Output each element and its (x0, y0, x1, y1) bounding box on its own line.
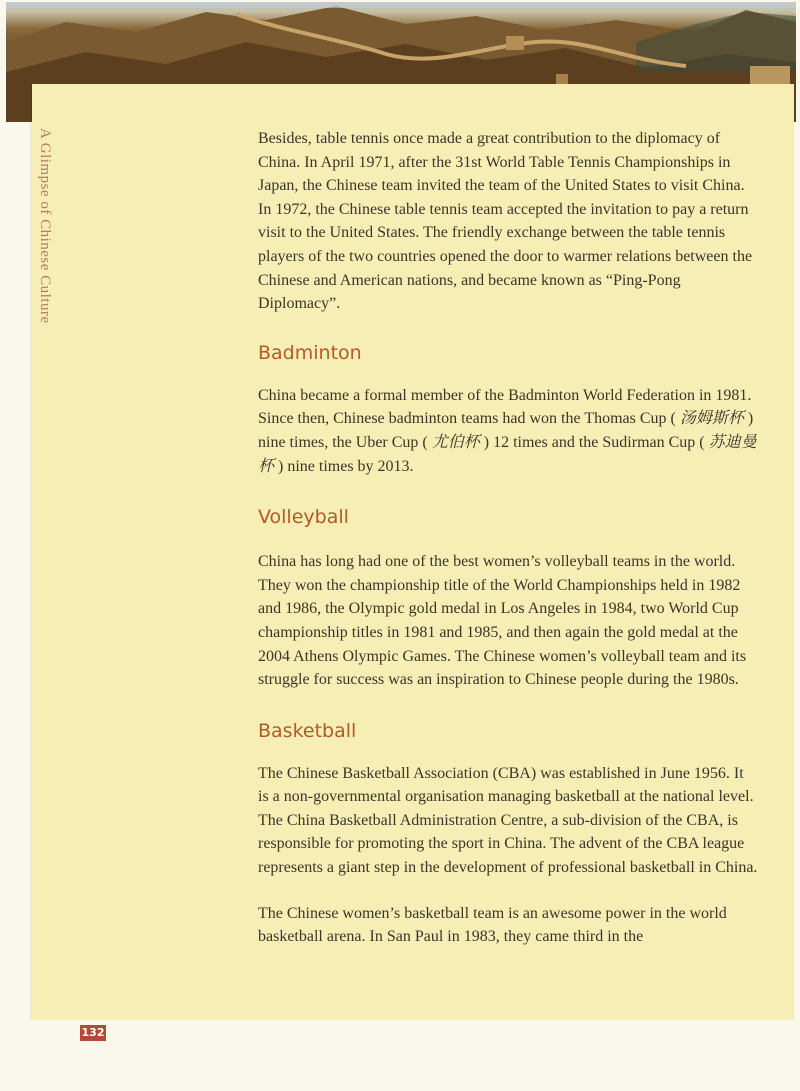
main-content (258, 127, 758, 949)
volleyball-heading: Volleyball (258, 506, 349, 529)
sudirman-cup-chinese: 苏迪曼杯 (258, 433, 757, 475)
thomas-cup-chinese: 汤姆斯杯 (679, 410, 744, 428)
uber-cup-chinese: 尤伯杯 (431, 433, 480, 451)
basketball-heading: Basketball (258, 719, 357, 742)
badminton-text-3: ) 12 times and the Sudirman Cup ( (479, 433, 709, 451)
basketball-paragraph-2: The Chinese women’s basketball team is an awesome power in the world basketball arena. In San Paul in 1983, they came third in the (258, 904, 727, 946)
page-number-badge: 132 (81, 1026, 105, 1039)
side-title-text: A Glimpse of Chinese Culture (37, 128, 53, 324)
badminton-paragraph (258, 384, 758, 478)
diplomacy-paragraph: Besides, table tennis once made a great contribution to the diplomacy of China. In April 1971, after the 31st World Table Tennis Championships in Japan, the Chinese team invited the team of the United States to visit China. In 1972, the Chinese table tennis team accepted the invitation to pay a return visit to the United States. The friendly exchange between the table tennis players of the two countries opened the door to warmer relations between the Chinese and American nations, and became known as “Ping-Pong Diplomacy”. (258, 130, 753, 313)
badminton-text-1: China became a formal member of the Badminton World Federation in 1981. Since then, Chinese badminton teams had won the Thomas Cup ( (258, 386, 752, 428)
chapter-side-title (36, 128, 58, 324)
volleyball-paragraph: China has long had one of the best women’s volleyball teams in the world. They won the championship title of the World Championships held in 1982 and 1986, the Olympic gold medal in Los Angeles in 1984, two World Cup championship titles in 1981 and 1985, and then again the gold medal at the 2004 Athens Olympic Games. The Chinese women’s volleyball team and its struggle for success was an inspiration to Chinese people during the 1980s. (258, 553, 747, 689)
badminton-text-2: ) nine times, the Uber Cup ( (258, 410, 754, 451)
badminton-heading: Badminton (258, 341, 362, 364)
basketball-paragraph-1: The Chinese Basketball Association (CBA) was established in June 1956. It is a non-governmental organisation managing basketball at the national level. The China Basketball Administration Centre, a sub-division of the CBA, is responsible for promoting the sport in China. The advent of the CBA league represents a giant step in the development of professional basketball in China. (258, 764, 758, 877)
badminton-text-4: ) nine times by 2013. (274, 457, 414, 475)
